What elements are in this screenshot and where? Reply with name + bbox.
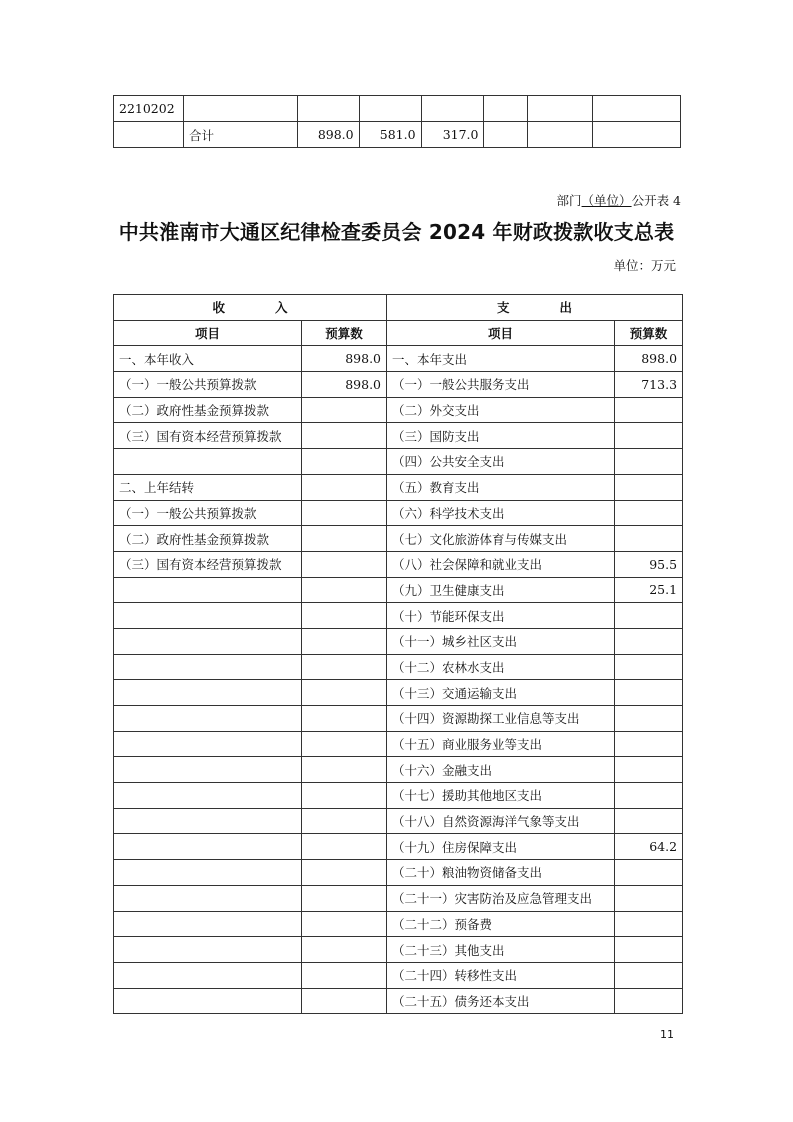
table-cell-out-item: 一、本年支出: [387, 346, 615, 372]
table-row: [114, 346, 683, 372]
table-cell-in-item: [114, 706, 302, 732]
table-cell-name: 合计: [183, 122, 297, 148]
table-cell-out-val: [615, 526, 683, 552]
table-cell-in-val: [302, 397, 387, 423]
table-cell-out-item: （二十五）债务还本支出: [387, 988, 615, 1014]
header-expense: 支 出: [387, 295, 683, 321]
table-cell-in-item: 一、本年收入: [114, 346, 302, 372]
table-cell-code: [114, 122, 184, 148]
table-cell-out-val: 64.2: [615, 834, 683, 860]
table-cell-in-val: 898.0: [302, 372, 387, 398]
table-cell-in-val: [302, 628, 387, 654]
table-cell-in-val: [302, 808, 387, 834]
table-cell-v4: [484, 122, 528, 148]
table-cell-in-item: [114, 628, 302, 654]
table-cell-in-val: [302, 885, 387, 911]
table-cell-out-val: [615, 885, 683, 911]
table-row: [114, 577, 683, 603]
table-cell-in-item: [114, 783, 302, 809]
table-row: [114, 654, 683, 680]
table-cell-in-val: [302, 577, 387, 603]
table-cell-v4: [484, 96, 528, 122]
col-income-budget: 预算数: [302, 320, 387, 346]
table-cell-out-val: 25.1: [615, 577, 683, 603]
table-cell-out-val: [615, 937, 683, 963]
table-cell-in-val: [302, 834, 387, 860]
table-row: [114, 834, 683, 860]
table-cell-in-val: [302, 757, 387, 783]
table-cell-out-item: （二十）粮油物资储备支出: [387, 860, 615, 886]
table-cell-out-item: （十七）援助其他地区支出: [387, 783, 615, 809]
table-cell-out-val: [615, 731, 683, 757]
col-expense-item: 项目: [387, 320, 615, 346]
table-row: [114, 731, 683, 757]
table-cell-in-val: [302, 526, 387, 552]
table-row: [114, 937, 683, 963]
table-row: [114, 680, 683, 706]
table-cell-in-val: [302, 449, 387, 475]
table-cell-out-item: （二十四）转移性支出: [387, 962, 615, 988]
page-number: 11: [660, 1028, 674, 1041]
col-expense-budget: 预算数: [615, 320, 683, 346]
table-cell-out-item: （一）一般公共服务支出: [387, 372, 615, 398]
table-cell-in-item: [114, 654, 302, 680]
table-cell-in-item: [114, 885, 302, 911]
table-cell-out-val: [615, 628, 683, 654]
table-cell-in-item: [114, 860, 302, 886]
table-cell-out-item: （十六）金融支出: [387, 757, 615, 783]
table-cell-in-item: [114, 757, 302, 783]
table-cell-in-val: [302, 603, 387, 629]
table-cell-in-val: [302, 783, 387, 809]
form-unit-part: （单位）: [581, 193, 632, 208]
table-cell-out-item: （十五）商业服务业等支出: [387, 731, 615, 757]
table-cell-out-item: （十九）住房保障支出: [387, 834, 615, 860]
header-row-group: [114, 295, 683, 321]
table-cell-v1: [297, 96, 359, 122]
table-cell-out-item: （四）公共安全支出: [387, 449, 615, 475]
table-cell-v5: [528, 122, 593, 148]
table-cell-in-item: （二）政府性基金预算拨款: [114, 397, 302, 423]
table-cell-out-val: 95.5: [615, 551, 683, 577]
table-cell-v2: [359, 96, 421, 122]
table-row: [114, 603, 683, 629]
table-cell-in-item: [114, 962, 302, 988]
table-row: [114, 474, 683, 500]
table-cell-in-val: [302, 937, 387, 963]
form-prefix: 部门: [556, 193, 582, 208]
table-cell-out-item: （八）社会保障和就业支出: [387, 551, 615, 577]
table-cell-in-val: [302, 706, 387, 732]
table-cell-name: [183, 96, 297, 122]
table-cell-in-item: [114, 449, 302, 475]
table-row: [114, 526, 683, 552]
table-cell-in-val: [302, 731, 387, 757]
table-cell-v6: [593, 122, 681, 148]
table-cell-in-item: [114, 834, 302, 860]
header-income: 收 入: [114, 295, 387, 321]
form-suffix: 公开表 4: [631, 193, 681, 208]
table-cell-out-item: （二）外交支出: [387, 397, 615, 423]
table-row: [114, 96, 681, 122]
table-cell-v1: 898.0: [297, 122, 359, 148]
table-row: [114, 500, 683, 526]
table-cell-out-val: [615, 911, 683, 937]
table-cell-v3: [421, 96, 484, 122]
table-cell-out-val: [615, 603, 683, 629]
table-cell-out-val: [615, 423, 683, 449]
table-cell-out-val: [615, 474, 683, 500]
table-cell-out-item: （三）国防支出: [387, 423, 615, 449]
table-cell-out-val: 713.3: [615, 372, 683, 398]
table-cell-out-item: （十八）自然资源海洋气象等支出: [387, 808, 615, 834]
table-cell-in-item: [114, 988, 302, 1014]
table-row: [114, 860, 683, 886]
table-cell-out-val: [615, 500, 683, 526]
table-cell-out-item: （十四）资源勘探工业信息等支出: [387, 706, 615, 732]
table-cell-in-item: [114, 808, 302, 834]
table-cell-out-item: （十三）交通运输支出: [387, 680, 615, 706]
table-cell-out-val: [615, 783, 683, 809]
table-cell-out-val: [615, 757, 683, 783]
table-row: [114, 372, 683, 398]
table-cell-in-val: [302, 654, 387, 680]
table-cell-v3: 317.0: [421, 122, 484, 148]
table-row: [114, 885, 683, 911]
page-title: 中共淮南市大通区纪律检查委员会 2024 年财政拨款收支总表: [118, 220, 675, 244]
table-row: [114, 757, 683, 783]
table-row: [114, 783, 683, 809]
table-cell-in-item: （三）国有资本经营预算拨款: [114, 551, 302, 577]
table-cell-in-val: [302, 423, 387, 449]
table-row: [114, 911, 683, 937]
table-cell-in-item: 二、上年结转: [114, 474, 302, 500]
table-cell-in-item: [114, 577, 302, 603]
table-cell-out-item: （九）卫生健康支出: [387, 577, 615, 603]
table-cell-in-val: [302, 680, 387, 706]
table-cell-out-item: （十一）城乡社区支出: [387, 628, 615, 654]
table-cell-out-item: （十）节能环保支出: [387, 603, 615, 629]
table-row: [114, 397, 683, 423]
table-cell-out-item: （二十一）灾害防治及应急管理支出: [387, 885, 615, 911]
table-cell-out-item: （六）科学技术支出: [387, 500, 615, 526]
table-cell-in-item: （一）一般公共预算拨款: [114, 372, 302, 398]
table-cell-in-item: [114, 603, 302, 629]
unit-label: 单位：万元: [613, 258, 676, 273]
table-row: [114, 122, 681, 148]
table-cell-out-val: [615, 680, 683, 706]
table-cell-in-val: [302, 551, 387, 577]
table-cell-in-val: [302, 988, 387, 1014]
table-cell-out-val: [615, 808, 683, 834]
table-row: [114, 423, 683, 449]
table-row: [114, 628, 683, 654]
table-cell-out-item: （十二）农林水支出: [387, 654, 615, 680]
table-cell-in-val: 898.0: [302, 346, 387, 372]
table-cell-in-val: [302, 962, 387, 988]
table-row: [114, 988, 683, 1014]
previous-table-tail: [113, 95, 681, 148]
table-cell-v2: 581.0: [359, 122, 421, 148]
table-cell-in-item: [114, 680, 302, 706]
table-cell-v5: [528, 96, 593, 122]
table-cell-in-val: [302, 474, 387, 500]
table-cell-out-item: （二十二）预备费: [387, 911, 615, 937]
table-cell-in-val: [302, 500, 387, 526]
table-cell-in-item: [114, 911, 302, 937]
table-cell-in-val: [302, 911, 387, 937]
table-row: [114, 551, 683, 577]
table-cell-out-item: （五）教育支出: [387, 474, 615, 500]
table-cell-in-item: （一）一般公共预算拨款: [114, 500, 302, 526]
col-income-item: 项目: [114, 320, 302, 346]
table-cell-in-val: [302, 860, 387, 886]
table-cell-out-val: [615, 988, 683, 1014]
budget-summary-table: [113, 294, 683, 1014]
form-number: [557, 191, 681, 209]
table-cell-in-item: （二）政府性基金预算拨款: [114, 526, 302, 552]
table-cell-code: 2210202: [114, 96, 184, 122]
table-row: [114, 962, 683, 988]
table-cell-in-item: [114, 731, 302, 757]
table-cell-out-val: [615, 860, 683, 886]
table-cell-out-val: [615, 449, 683, 475]
table-row: [114, 706, 683, 732]
table-cell-v6: [593, 96, 681, 122]
table-cell-out-item: （七）文化旅游体育与传媒支出: [387, 526, 615, 552]
table-row: [114, 449, 683, 475]
table-cell-out-item: （二十三）其他支出: [387, 937, 615, 963]
table-cell-in-item: （三）国有资本经营预算拨款: [114, 423, 302, 449]
table-cell-out-val: [615, 706, 683, 732]
table-cell-out-val: 898.0: [615, 346, 683, 372]
table-cell-out-val: [615, 654, 683, 680]
header-row-columns: [114, 320, 683, 346]
table-cell-out-val: [615, 397, 683, 423]
table-cell-in-item: [114, 937, 302, 963]
table-row: [114, 808, 683, 834]
table-cell-out-val: [615, 962, 683, 988]
